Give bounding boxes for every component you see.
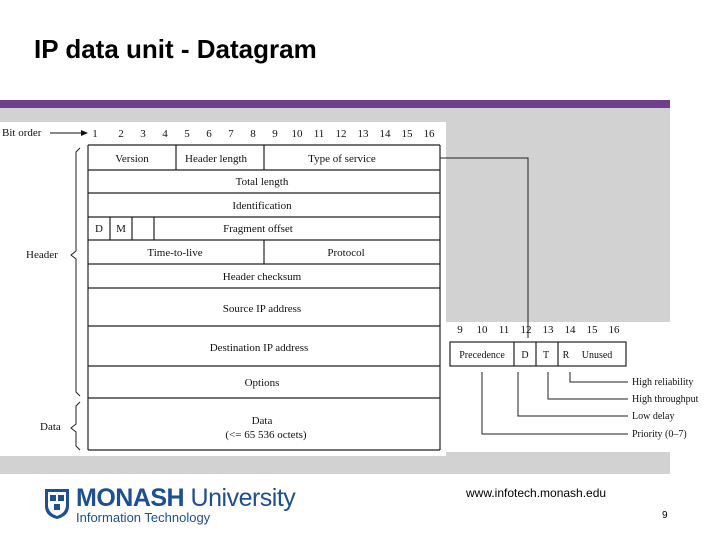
field-identification: Identification xyxy=(232,200,292,212)
title-divider-bar xyxy=(0,100,670,108)
field-type-of-service: Type of service xyxy=(308,153,376,165)
tos-unused: Unused xyxy=(581,350,613,361)
legend-priority: Priority (0–7) xyxy=(632,429,687,440)
bit-number: 16 xyxy=(423,128,435,140)
tos-bit-number: 16 xyxy=(608,324,620,336)
monash-logo xyxy=(44,484,294,528)
bit-number: 6 xyxy=(206,128,212,140)
bit-number: 14 xyxy=(379,128,391,140)
bit-order-label: Bit order xyxy=(2,127,42,139)
datagram-panel xyxy=(0,122,446,456)
monash-crest-icon xyxy=(44,488,70,520)
field-destination-ip: Destination IP address xyxy=(209,342,309,354)
field-d-flag: D xyxy=(95,223,103,235)
field-data-size: (<= 65 536 octets) xyxy=(225,429,307,441)
field-fragment-offset: Fragment offset xyxy=(223,223,293,235)
bit-number: 4 xyxy=(162,128,168,140)
page-number: 9 xyxy=(662,510,668,521)
tos-r: R xyxy=(562,350,570,361)
tos-bit-number: 12 xyxy=(520,324,532,336)
field-source-ip: Source IP address xyxy=(222,303,302,315)
ip-datagram-diagram xyxy=(0,120,720,460)
bit-number: 2 xyxy=(118,128,124,140)
field-m-flag: M xyxy=(116,223,126,235)
field-options: Options xyxy=(244,377,280,389)
bit-number: 1 xyxy=(92,128,98,140)
bit-number: 3 xyxy=(140,128,146,140)
tos-bit-number: 9 xyxy=(457,324,463,336)
field-time-to-live: Time-to-live xyxy=(147,247,203,259)
field-header-length: Header length xyxy=(185,153,247,165)
bit-number: 10 xyxy=(291,128,303,140)
tos-bit-number: 10 xyxy=(476,324,488,336)
slide-title: IP data unit - Datagram xyxy=(34,34,317,64)
bit-number: 15 xyxy=(401,128,413,140)
logo-subtitle: Information Technology xyxy=(76,510,211,525)
bit-number: 13 xyxy=(357,128,369,140)
tos-bit-number: 13 xyxy=(542,324,554,336)
tos-t: T xyxy=(542,350,550,361)
field-header-checksum: Header checksum xyxy=(222,271,302,283)
tos-bit-number: 14 xyxy=(564,324,576,336)
tos-connector-line xyxy=(440,158,528,338)
field-protocol: Protocol xyxy=(327,247,365,259)
bit-number: 12 xyxy=(335,128,347,140)
legend-high-reliability: High reliability xyxy=(632,377,694,388)
tos-bit-number: 11 xyxy=(498,324,510,336)
field-total-length: Total length xyxy=(235,176,289,188)
bit-number: 9 xyxy=(272,128,278,140)
bit-number: 11 xyxy=(313,128,325,140)
bit-number: 5 xyxy=(184,128,190,140)
footer-url: www.infotech.monash.edu xyxy=(466,486,607,500)
legend-low-delay: Low delay xyxy=(632,411,675,422)
logo-name-rest: University xyxy=(184,484,296,512)
field-version: Version xyxy=(115,153,149,165)
logo-wordmark xyxy=(76,484,295,513)
tos-precedence: Precedence xyxy=(459,350,505,361)
header-label: Header xyxy=(26,249,58,261)
logo-name-bold: MONASH xyxy=(76,484,185,512)
legend-high-throughput: High throughput xyxy=(632,394,699,405)
bit-number: 7 xyxy=(228,128,234,140)
tos-bit-number: 15 xyxy=(586,324,598,336)
bit-number: 8 xyxy=(250,128,256,140)
field-data: Data xyxy=(251,415,273,427)
tos-d: D xyxy=(521,350,529,361)
data-label: Data xyxy=(40,421,61,433)
